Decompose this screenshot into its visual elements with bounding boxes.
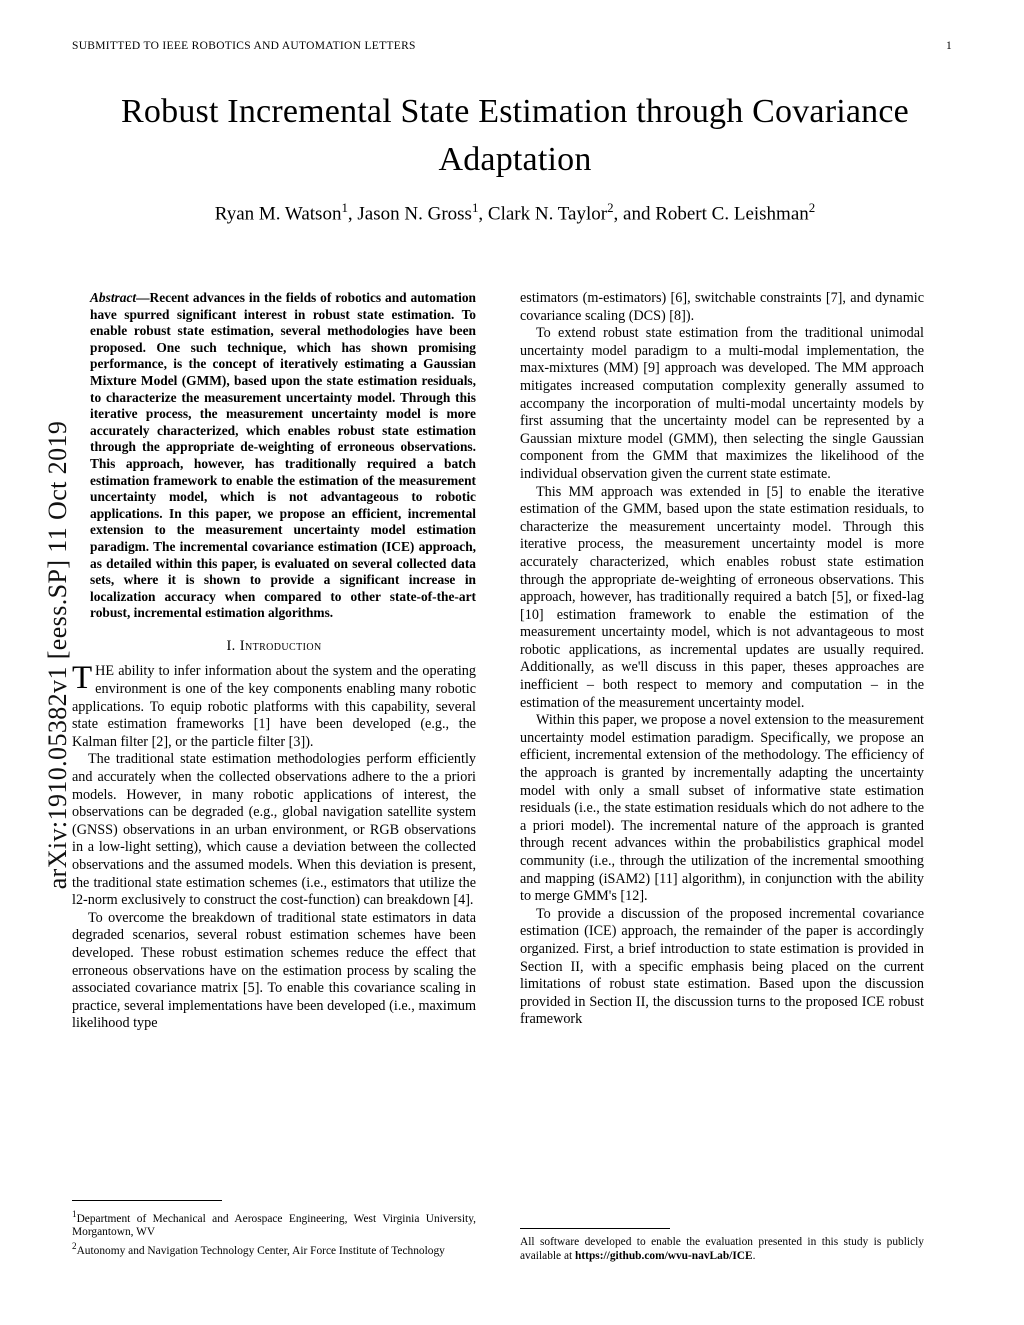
paragraph-text: HE ability to infer information about the system and the operating environment is one of the key components enabling many robotic applications. To equip robotic platforms with this capability, several state estimation frameworks [1] have been developed (e.g., the Kalman filter [2], or the particle filter [3]). <box>72 663 476 750</box>
footnote-marker: 1 <box>72 1209 77 1219</box>
author-affil-marker: 1 <box>341 200 348 215</box>
author-affil-marker: 2 <box>607 200 614 215</box>
page-number: 1 <box>945 40 952 52</box>
footnote-item <box>72 1208 476 1240</box>
paragraph <box>72 660 476 751</box>
drop-cap: T <box>72 660 93 697</box>
footnote-text-suffix: . <box>752 1249 756 1262</box>
left-column <box>72 290 476 1033</box>
repository-link[interactable]: https://github.com/wvu-navLab/ICE <box>575 1249 753 1262</box>
footnote-rule-right <box>520 1228 670 1229</box>
paragraph: The traditional state estimation methodologies perform efficiently and accurately when the collected observations adhere to the a priori models. However, in many robotic applications of interest, the observations can be degraded (e.g., global navigation satellite system (GNSS) observations in an urban environment, or RGB observations in a low-light setting), which cause a deviation between the collected observations and the assumed models. When this deviation is present, the traditional state estimation schemes (i.e., estimators that utilize the l2-norm exclusively to construct the cost-function) can breakdown [4]. <box>72 751 476 909</box>
footnote-right <box>520 1236 924 1263</box>
abstract-label: Abstract <box>90 290 137 305</box>
footnote-text: Autonomy and Navigation Technology Center, Air Force Institute of Technology <box>76 1244 445 1257</box>
paragraph: To overcome the breakdown of traditional state estimators in data degraded scenarios, several robust estimation schemes have been developed. These robust estimation schemes reduce the effect that erroneous observations have on the estimation process by scaling the associated covariance matrix [5]. To enable this covariance scaling in practice, several implementations have been developed (i.e., maximum likelihood type <box>72 909 476 1032</box>
section-heading-introduction: I. Introduction <box>226 637 322 654</box>
paragraph: To extend robust state estimation from the traditional unimodal uncertainty model paradigm to a multi-modal implementation, the max-mixtures (MM) [9] approach was developed. The MM approach mitigates increased computation complexity generally assumed to accompany the incorporation of multi-modal uncertainty models by first assuming that the uncertainty model can be represented by a Gaussian mixture model (GMM), then selecting the single Gaussian component from the GMM that maximizes the likelihood of the individual observation given the current state estimate. <box>520 325 924 482</box>
author-affil-marker: 1 <box>471 200 479 215</box>
paragraph: This MM approach was extended in [5] to enable the iterative estimation of the GMM, based upon the state estimation residuals, to characterize the measurement uncertainty model. Through this iterative process, the measurement uncertainty model is more accurately characterized, which enables robust state estimation through the appropriate de-weighting of erroneous observations. This approach, however, has traditionally required a batch [5], or fixed-lag [10] estimation framework to enable the estimation of the measurement uncertainty model, which is not advantageous to most robotic applications, as incremental updates are usually required. Additionally, as we'll discuss in this paper, theses approaches are inefficient – both respect to memory and computation – in the estimation of the measurement uncertainty model. <box>520 483 924 711</box>
footnote-text: All software developed to enable the evaluation presented in this study is publicly available at <box>520 1236 924 1262</box>
paragraph: To provide a discussion of the proposed incremental covariance estimation (ICE) approach, the remainder of the paper is accordingly organized. First, a brief introduction to state estimation is provided in Section II, with a specific emphasis being placed on the current limitations of robust state estimation. Based upon the discussion provided in Section II, the discussion turns to the proposed ICE robust framework <box>520 905 924 1028</box>
abstract <box>72 290 476 622</box>
author-list: Ryan M. Watson$^1$, Jason N. Gross$^1$, Clark N. Taylor$^2$, and Robert C. Leishman$^2$ <box>214 200 816 225</box>
footnote-left <box>72 1208 476 1258</box>
paragraph: Within this paper, we propose a novel extension to the measurement uncertainty model estimation paradigm. Specifically, we propose an efficient, incremental extension of the methodology. The efficiency of the approach is granted by incrementally adapting the uncertainty model with only a small subset of informative state estimation residuals (i.e., the state estimation residuals which do not adhere to the a priori model). The incremental nature of the approach is granted through recent advances within the probabilistics graphical model community (i.e., through the utilization of the incremental smoothing and mapping (iSAM2) [11] algorithm), in conjunction with the ability to merge GMM's [12]. <box>520 712 924 905</box>
footnote-text: Department of Mechanical and Aerospace Engineering, West Virginia University, Morgantown, WV <box>72 1212 476 1239</box>
running-head <box>72 40 952 52</box>
footnote-item <box>72 1240 476 1258</box>
footnote-rule-left <box>72 1200 222 1201</box>
arxiv-stamp: arXiv:1910.05382v1 [eess.SP] 11 Oct 2019 <box>43 420 72 890</box>
page-title: Robust Incremental State Estimation through Covariance Adaptation <box>121 93 909 178</box>
running-head-text: SUBMITTED TO IEEE ROBOTICS AND AUTOMATION LETTERS <box>72 40 416 52</box>
author-affil-marker: 2 <box>808 200 816 215</box>
abstract-text: —Recent advances in the fields of robotics and automation have spurred significant interest in robust state estimation. To enable robust state estimation, several methodologies have been proposed. One such technique, which has shown promising performance, is the concept of iteratively estimating a Gaussian Mixture Model (GMM), based upon the state estimation residuals, to characterize the measurement uncertainty model. Through this iterative process, the measurement uncertainty model is more accurately characterized, which enables robust state estimation through the appropriate de-weighting of erroneous observations. This approach, however, has traditionally required a batch estimation framework to enable the estimation of the measurement uncertainty model, which is not advantageous to robotic applications. In this paper, we propose an efficient, incremental extension to the measurement uncertainty model estimation paradigm. The incremental covariance estimation (ICE) approach, as detailed within this paper, is evaluated on several collected data sets, where it is shown to provide a significant increase in localization accuracy when compared to other state-of-the-art robust, incremental estimation algorithms. <box>90 290 476 621</box>
paragraph: estimators (m-estimators) [6], switchable constraints [7], and dynamic covariance scaling (DCS) [8]). <box>520 290 924 324</box>
footnote-marker: 2 <box>72 1240 77 1251</box>
right-column <box>520 290 924 1029</box>
